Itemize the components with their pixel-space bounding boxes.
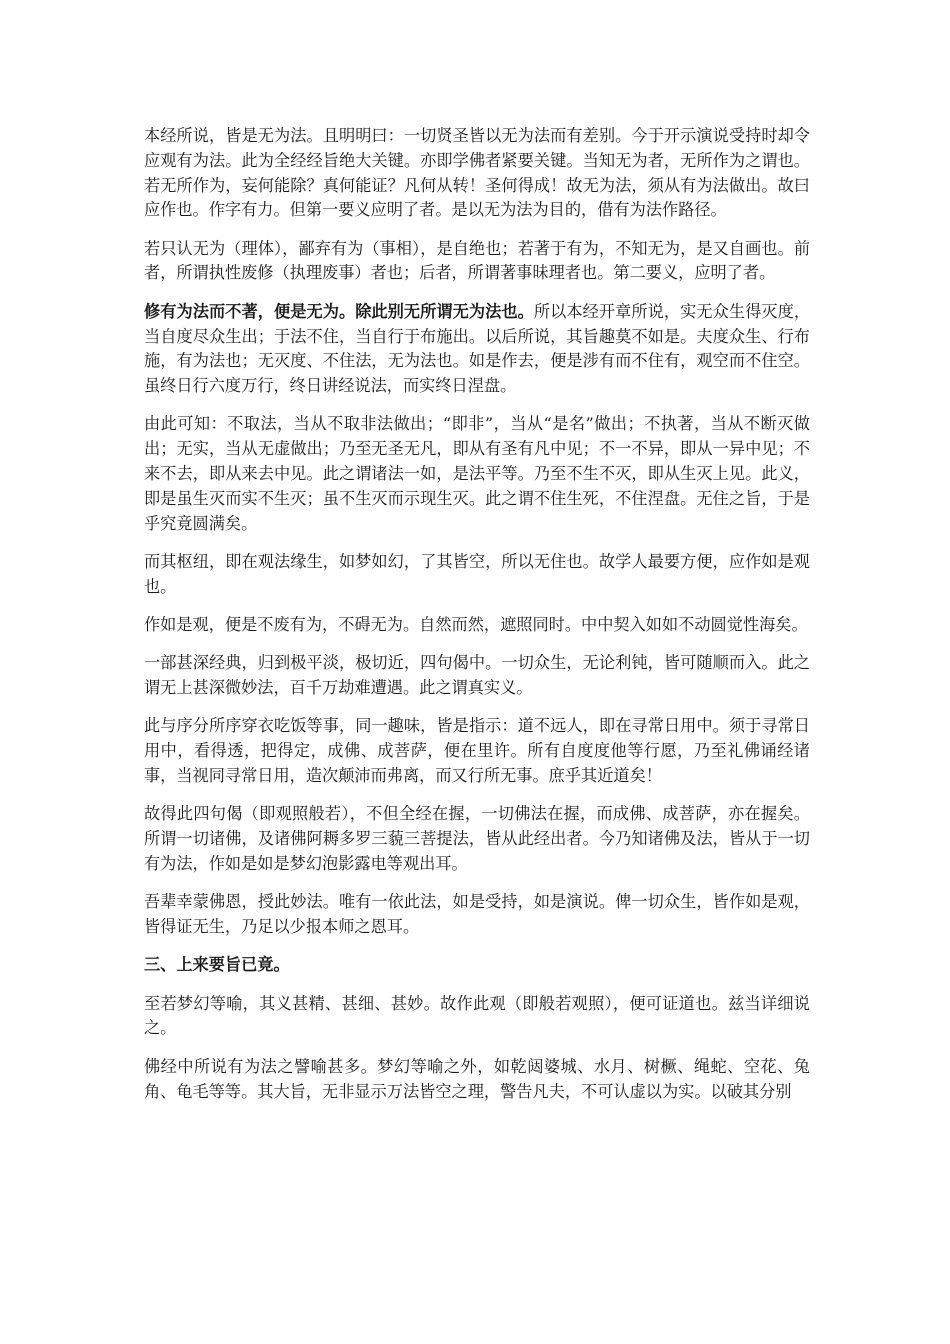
paragraph-6: 作如是观，便是不废有为，不碍无为。自然而然，遮照同时。中中契入如如不动圆觉性海矣。 (144, 615, 808, 635)
paragraph-7: 一部甚深经典，归到极平淡，极切近，四句偈中。一切众生，无论利钝，皆可随顺而入。此之谓无上甚深微妙法，百千万劫难遭遇。此之谓真实义。 (144, 653, 810, 698)
paragraph-10: 吾辈幸蒙佛恩，授此妙法。唯有一依此法，如是受持，如是演说。俾一切众生，皆作如是观，皆得证无生，乃足以少报本师之恩耳。 (144, 892, 810, 937)
document-body (144, 124, 810, 1118)
paragraph-1: 本经所说，皆是无为法。且明明曰：一切贤圣皆以无为法而有差别。今于开示演说受持时却令应观有为法。此为全经经旨绝大关键。亦即学佛者紧要关键。当知无为者，无所作为之谓也。若无所作为，妄何能除？真何能证？凡何从转！圣何得成！故无为法，须从有为法做出。故曰应作也。作字有力。但第一要义应明了者。是以无为法为目的，借有为法作路径。 (144, 126, 810, 220)
paragraph-2: 若只认无为（理体），鄙弃有为（事相），是自绝也；若著于有为，不知无为，是又自画也。前者，所谓执性废修（执理废事）者也；后者，所谓著事昧理者也。第二要义，应明了者。 (144, 238, 810, 283)
paragraph-3 (144, 300, 810, 399)
paragraph-3-text: 所以本经开章所说，实无众生得灭度，当自度尽众生出；于法不住，当自行于布施出。以后所说，其旨趣莫不如是。夫度众生、行布施，有为法也；无灭度、不住法，无为法也。如是作去，便是涉有而不住有，观空而不住空。虽终日行六度万行，终日讲经说法，而实终日涅盘。 (144, 301, 811, 396)
paragraph-9: 故得此四句偈（即观照般若），不但全经在握，一切佛法在握，而成佛、成菩萨，亦在握矣。所谓一切诸佛，及诸佛阿耨多罗三藐三菩提法，皆从此经出者。今乃知诸佛及法，皆从于一切有为法，作如是如是梦幻泡影露电等观出耳。 (144, 804, 810, 873)
paragraph-4: 由此可知：不取法，当从不取非法做出；“即非”，当从“是名”做出；不执著，当从不断灭做出；无实，当从无虚做出；乃至无圣无凡，即从有圣有凡中见；不一不异，即从一异中见；不来不去，即从来去中见。此之谓诸法一如，是法平等。乃至不生不灭，即从生灭上见。此义，即是虽生灭而实不生灭；虽不生灭而示现生灭。此之谓不住生死，不住涅盘。无住之旨，于是乎究竟圆满矣。 (144, 414, 810, 533)
paragraph-11: 至若梦幻等喻，其义甚精、甚细、甚妙。故作此观（即般若观照），便可证道也。兹当详细说之。 (144, 993, 810, 1038)
paragraph-8: 此与序分所序穿衣吃饭等事，同一趣味，皆是指示：道不远人，即在寻常日用中。须于寻常日用中，看得透，把得定，成佛、成菩萨，便在里许。所有自度度他等行愿，乃至礼佛诵经诸事，当视同寻常日用，造次颠沛而弗离，而又行所无事。庶乎其近道矣！ (144, 716, 810, 786)
paragraph-12: 佛经中所说有为法之譬喻甚多。梦幻等喻之外，如乾闼婆城、水月、树橛、绳蛇、空花、兔角、龟毛等等。其大旨，无非显示万法皆空之理，警告凡夫，不可认虚以为实。以破其分别 (144, 1056, 810, 1101)
section-heading: 三、上来要旨已竟。 (144, 955, 290, 975)
paragraph-3-bold-lead: 修有为法而不著，便是无为。除此别无所谓无为法也。 (144, 301, 534, 321)
paragraph-5: 而其枢纽，即在观法缘生，如梦如幻，了其皆空，所以无住也。故学人最要方便，应作如是观也。 (144, 551, 810, 596)
